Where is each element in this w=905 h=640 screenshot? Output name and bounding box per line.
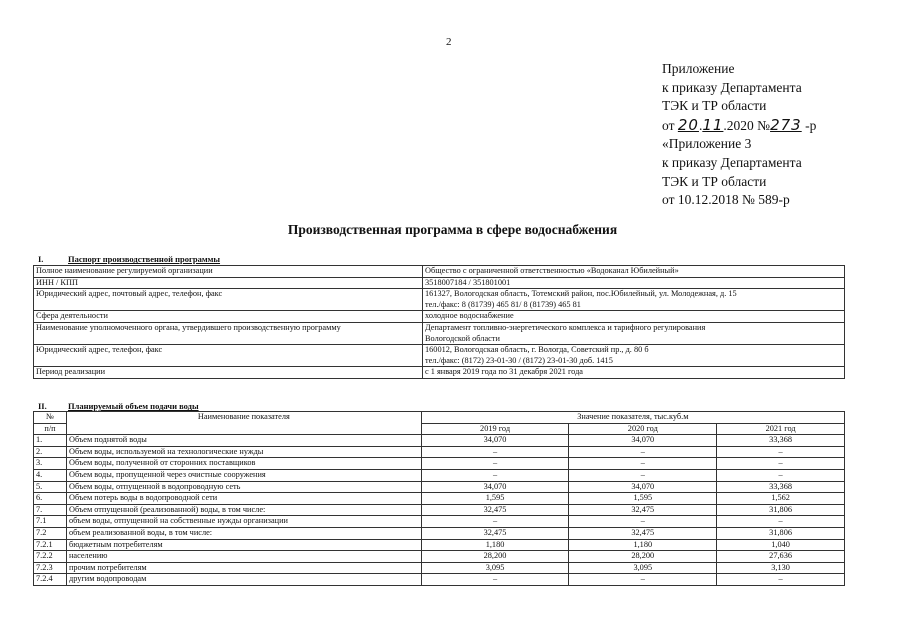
indicator-value: 1,562 (717, 493, 845, 505)
indicator-value: 32,475 (421, 527, 569, 539)
table-row (34, 574, 845, 586)
document-title: Производственная программа в сфере водоснабжения (287, 222, 618, 237)
passport-value (423, 277, 845, 289)
indicator-name: Объем воды, пропущенной через очистные сооружения (66, 469, 421, 481)
indicator-value: – (717, 574, 845, 586)
indicator-value: – (569, 446, 717, 458)
indicator-value: 34,070 (421, 435, 569, 447)
table-row (34, 551, 845, 563)
section2-heading (38, 401, 199, 411)
passport-value-line: тел./факс: 8 (81739) 465 81/ 8 (81739) 465 81 (425, 299, 581, 309)
table-row (34, 562, 845, 574)
appendix-line: «Приложение 3 (662, 136, 752, 152)
indicator-name: Объем воды, отпущенной в водопроводную сеть (66, 481, 421, 493)
row-number: 4. (34, 469, 67, 481)
passport-value-line: Общество с ограниченной ответственностью «Водоканал Юбилейный» (425, 266, 679, 275)
appendix-block (662, 60, 816, 210)
header-year: 2021 год (717, 423, 845, 435)
indicator-value: 1,595 (569, 493, 717, 505)
indicator-value: – (421, 458, 569, 470)
table-row (34, 504, 845, 516)
passport-row (34, 345, 845, 367)
indicator-value: 33,368 (717, 435, 845, 447)
indicator-value: 34,070 (569, 435, 717, 447)
table-row (34, 435, 845, 447)
row-number: 7.2.3 (34, 562, 67, 574)
indicator-value: 1,180 (421, 539, 569, 551)
indicator-value: 32,475 (569, 527, 717, 539)
indicator-value: – (717, 469, 845, 481)
indicator-value: – (421, 469, 569, 481)
page-number: 2 (446, 36, 452, 48)
section-title: Паспорт производственной программы (68, 254, 221, 264)
row-number: 7.2.2 (34, 551, 67, 563)
header-value: Значение показателя, тыс.куб.м (421, 412, 844, 424)
section-number: II. (38, 401, 47, 411)
indicator-name: бюджетным потребителям (66, 539, 421, 551)
passport-key: Полное наименование регулируемой организации (34, 266, 423, 278)
table-row (34, 446, 845, 458)
indicator-name: Объем потерь воды в водопроводной сети (66, 493, 421, 505)
passport-value-line: 3518007184 / 351801001 (425, 277, 511, 287)
appendix-line: ТЭК и ТР области (662, 98, 767, 114)
passport-row (34, 311, 845, 323)
passport-row (34, 289, 845, 311)
table-row (34, 493, 845, 505)
indicator-name: объем воды, отпущенной на собственные нужды организации (66, 516, 421, 528)
indicator-name: Объем отпущенной (реализованной) воды, в том числе: (66, 504, 421, 516)
handwritten-day: 20 (677, 115, 699, 134)
passport-value-line: Департамент топливно-энергетического комплекса и тарифного регулирования (425, 322, 706, 332)
indicator-value: 1,180 (569, 539, 717, 551)
passport-value-line: тел./факс: (8172) 23-01-30 / (8172) 23-01-30 доб. 1415 (425, 355, 613, 365)
section1-heading (38, 254, 220, 264)
indicator-value: – (569, 574, 717, 586)
indicator-value: 1,040 (717, 539, 845, 551)
indicator-name: Объем воды, используемой на технологические нужды (66, 446, 421, 458)
indicator-value: 34,070 (569, 481, 717, 493)
indicator-value: – (421, 446, 569, 458)
indicator-name: населению (66, 551, 421, 563)
indicator-name: Объем поднятой воды (66, 435, 421, 447)
indicator-name: Объем воды, полученной от сторонних поставщиков (66, 458, 421, 470)
indicator-value: – (717, 516, 845, 528)
appendix-line: от 10.12.2018 № 589-р (662, 192, 790, 208)
indicator-value: 28,200 (421, 551, 569, 563)
passport-key: Сфера деятельности (34, 311, 423, 323)
table-row (34, 527, 845, 539)
section-title: Планируемый объем подачи воды (68, 401, 199, 411)
passport-value (423, 311, 845, 323)
indicator-value: – (421, 516, 569, 528)
row-number: 2. (34, 446, 67, 458)
header-name: Наименование показателя (66, 412, 421, 435)
indicator-value: 31,806 (717, 504, 845, 516)
row-number: 7.2.1 (34, 539, 67, 551)
passport-key: ИНН / КПП (34, 277, 423, 289)
passport-value (423, 289, 845, 311)
indicator-value: – (569, 458, 717, 470)
appendix-line: ТЭК и ТР области (662, 173, 767, 189)
appendix-line: к приказу Департамента (662, 79, 802, 95)
table-row (34, 516, 845, 528)
section-number: I. (38, 254, 44, 264)
row-number: 6. (34, 493, 67, 505)
indicator-value: 31,806 (717, 527, 845, 539)
table-row (34, 481, 845, 493)
indicator-value: 32,475 (421, 504, 569, 516)
row-number: 7. (34, 504, 67, 516)
passport-key: Наименование уполномоченного органа, утвердившего производственную программу (34, 322, 423, 344)
date-year: .2020 № (723, 117, 771, 133)
header-year: 2020 год (569, 423, 717, 435)
indicator-value: 3,095 (421, 562, 569, 574)
indicator-value: 34,070 (421, 481, 569, 493)
row-number: 7.1 (34, 516, 67, 528)
indicator-value: 33,368 (717, 481, 845, 493)
passport-row (34, 367, 845, 379)
table-row (34, 539, 845, 551)
appendix-order-date: от 20.11.2020 №273 -р (662, 115, 817, 134)
indicator-value: – (421, 574, 569, 586)
appendix-line: к приказу Департамента (662, 154, 802, 170)
row-number: 1. (34, 435, 67, 447)
passport-value-line: 160012, Вологодская область, г. Вологда, Советский пр., д. 80 б (425, 345, 649, 355)
passport-table (33, 265, 845, 379)
passport-key: Юридический адрес, почтовый адрес, телефон, факс (34, 289, 423, 311)
indicator-name: прочим потребителям (66, 562, 421, 574)
passport-key: Юридический адрес, телефон, факс (34, 345, 423, 367)
handwritten-month: 11 (702, 115, 724, 134)
header-year: 2019 год (421, 423, 569, 435)
indicator-value: 3,095 (569, 562, 717, 574)
passport-row (34, 322, 845, 344)
passport-value (423, 322, 845, 344)
header-no: № (34, 412, 67, 424)
indicator-value: – (717, 458, 845, 470)
passport-value-line: Вологодской области (425, 333, 500, 343)
passport-row (34, 277, 845, 289)
passport-key: Период реализации (34, 367, 423, 379)
handwritten-order-number: 273 (770, 115, 802, 134)
table-row (34, 458, 845, 470)
appendix-line: Приложение (662, 61, 735, 76)
passport-value-line: холодное водоснабжение (425, 311, 514, 321)
indicator-value: 27,636 (717, 551, 845, 563)
indicator-value: 1,595 (421, 493, 569, 505)
passport-row (34, 266, 845, 278)
passport-value (423, 367, 845, 379)
header-no-sub: п/п (34, 423, 67, 435)
indicator-value: – (569, 516, 717, 528)
passport-value (423, 345, 845, 367)
row-number: 7.2 (34, 527, 67, 539)
indicator-value: 32,475 (569, 504, 717, 516)
indicator-value: 28,200 (569, 551, 717, 563)
date-prefix: от (662, 117, 675, 133)
indicator-value: 3,130 (717, 562, 845, 574)
row-number: 3. (34, 458, 67, 470)
indicator-name: объем реализованной воды, в том числе: (66, 527, 421, 539)
indicator-name: другим водопроводам (66, 574, 421, 586)
passport-value (423, 266, 845, 278)
passport-value-line: с 1 января 2019 года по 31 декабря 2021 года (425, 367, 583, 377)
indicator-value: – (717, 446, 845, 458)
indicator-value: – (569, 469, 717, 481)
row-number: 5. (34, 481, 67, 493)
table-row (34, 469, 845, 481)
order-suffix: -р (805, 117, 817, 133)
water-volume-table (33, 411, 845, 586)
passport-value-line: 161327, Вологодская область, Тотемский район, пос.Юбилейный, ул. Молодежная, д. 15 (425, 289, 737, 299)
row-number: 7.2.4 (34, 574, 67, 586)
